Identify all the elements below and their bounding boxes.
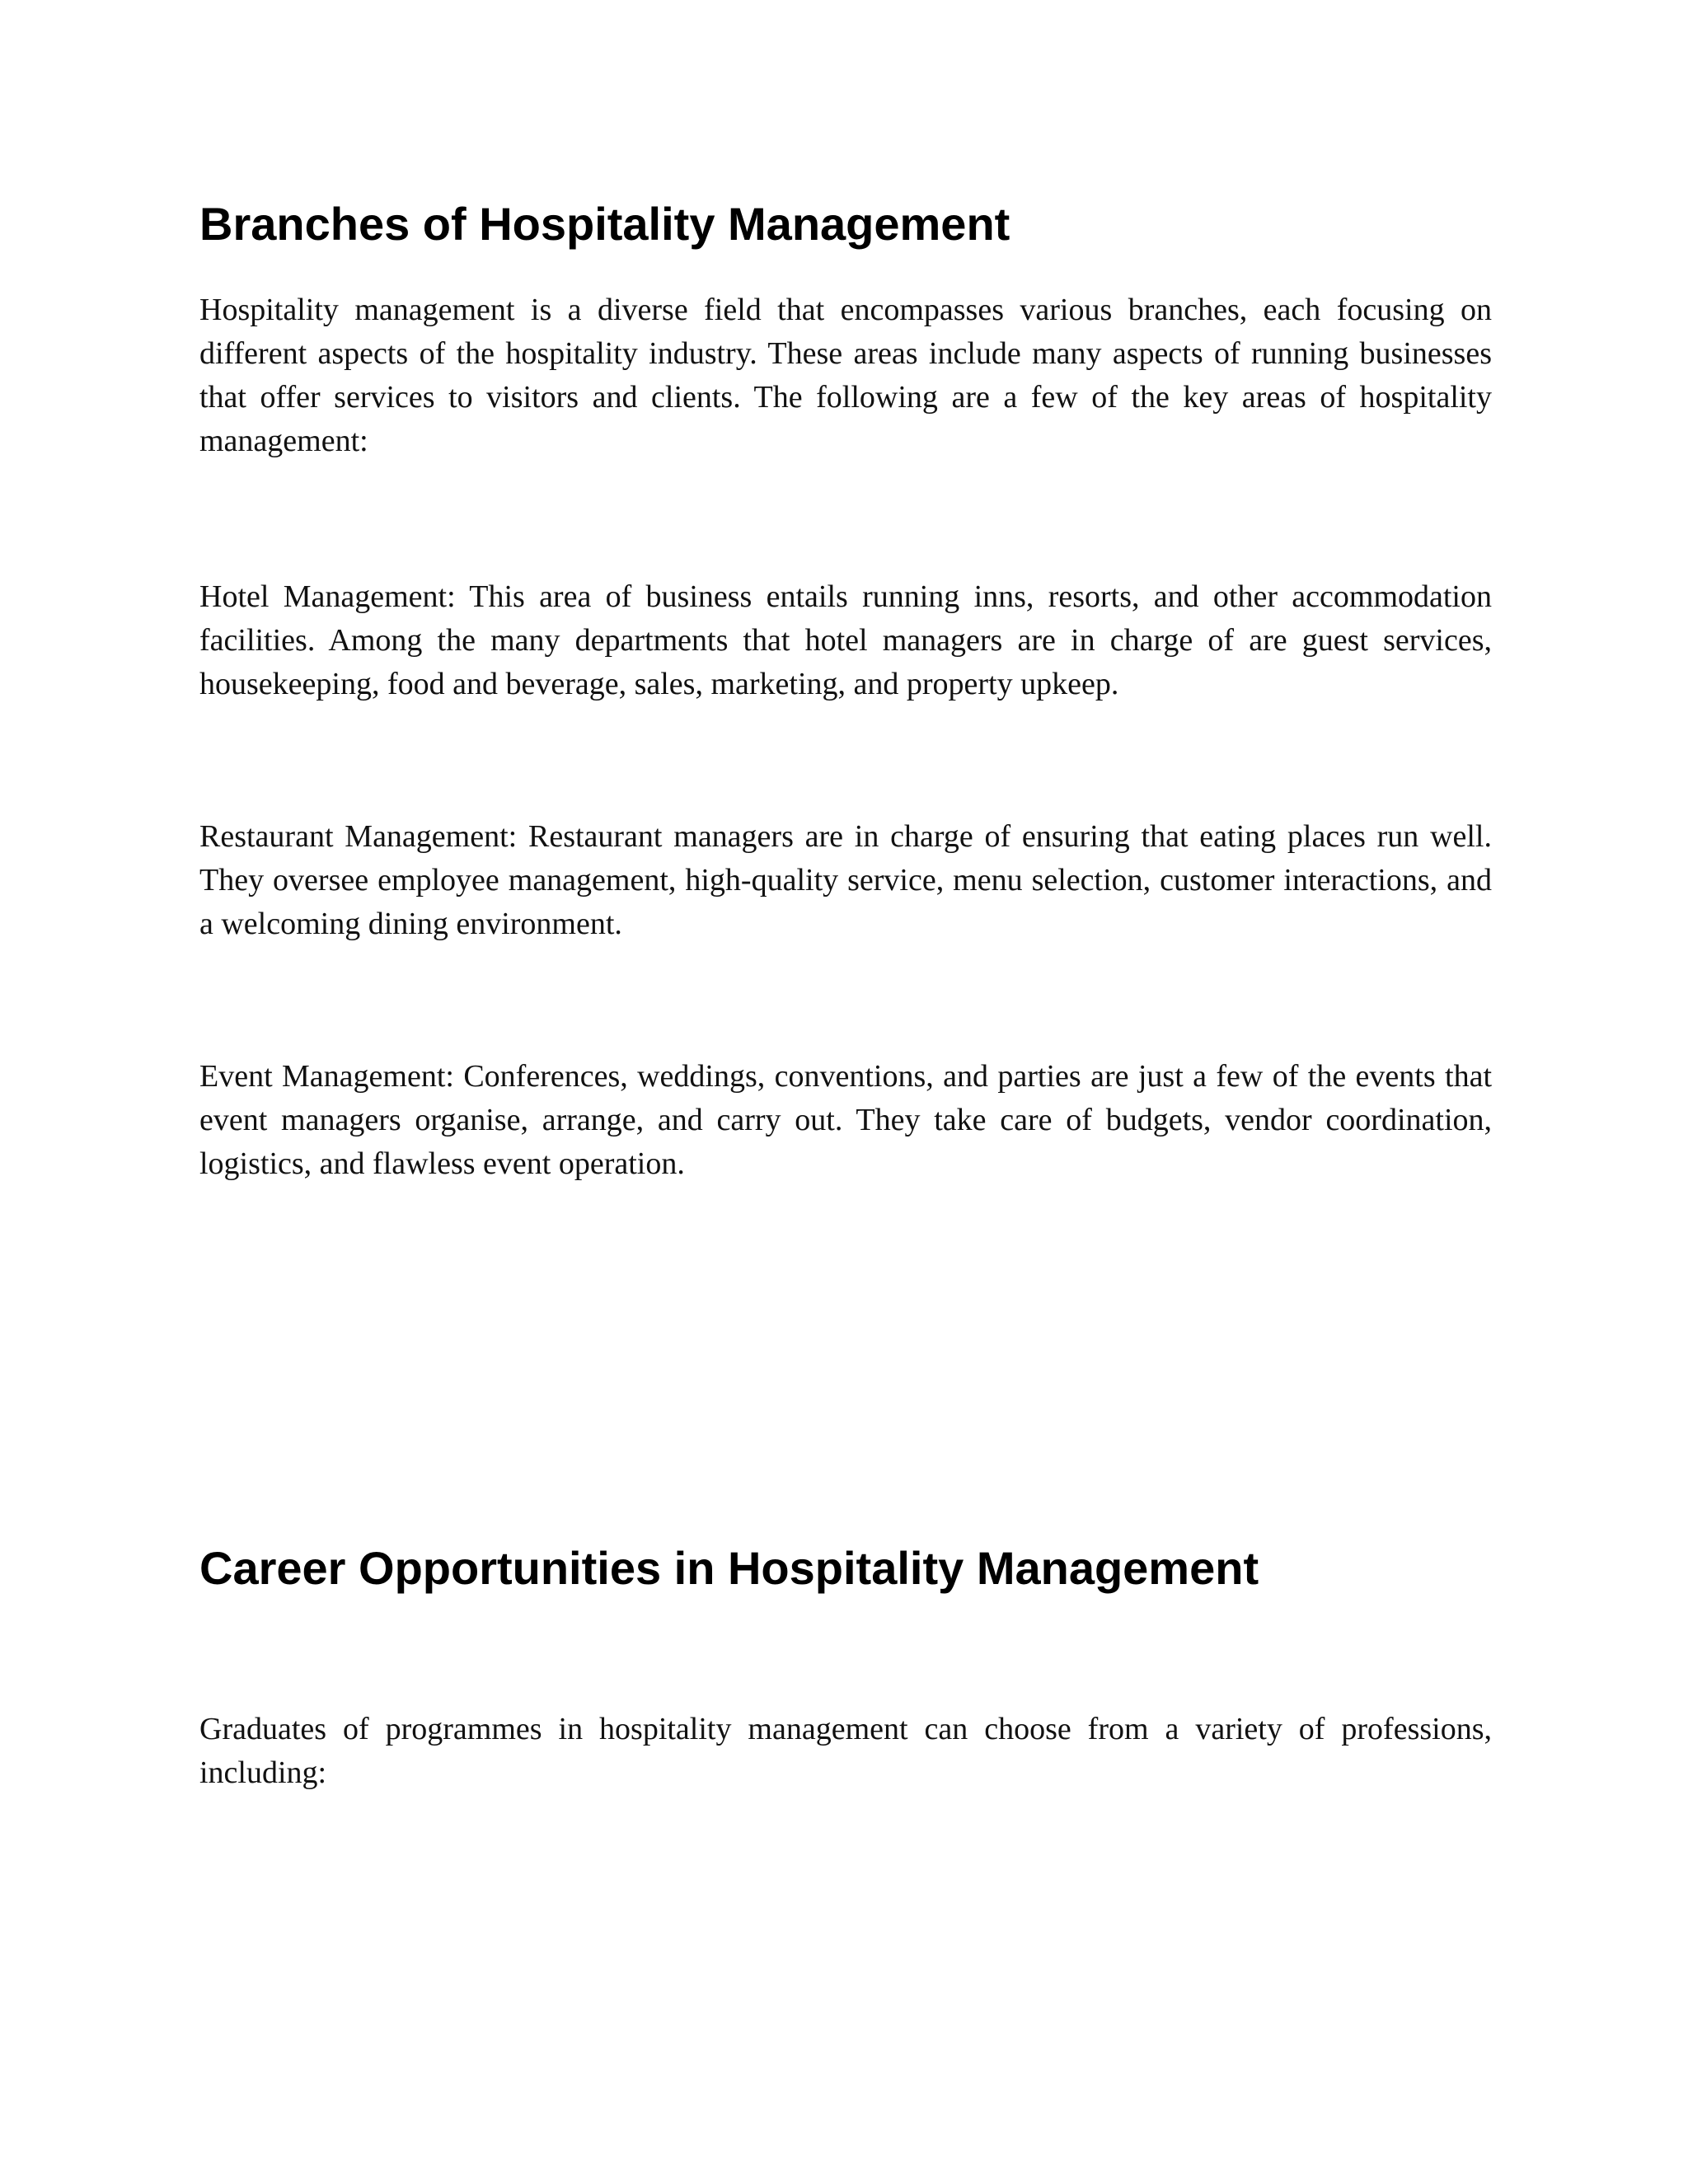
paragraph-careers-intro: Graduates of programmes in hospitality management can choose from a variety of professions, including: xyxy=(199,1712,1492,1790)
section-heading-careers: Career Opportunities in Hospitality Management xyxy=(199,1542,1259,1594)
paragraph-branches-intro: Hospitality management is a diverse field that encompasses various branches, each focusing on different aspects of the hospitality industry. These areas include many aspects of running businesses that offer services to visitors and clients. The following are a few of the key areas of hospitality management: xyxy=(199,293,1492,458)
paragraph-hotel-management: Hotel Management: This area of business entails running inns, resorts, and other accommodation facilities. Among the many departments that hotel managers are in charge of are guest services, housekeeping, food and beverage, sales, marketing, and property upkeep. xyxy=(199,579,1492,701)
paragraph-restaurant-management: Restaurant Management: Restaurant managers are in charge of ensuring that eating places run well. They oversee employee management, high-quality service, menu selection, customer interactions, and a welcoming dining environment. xyxy=(199,819,1492,941)
section-heading-branches: Branches of Hospitality Management xyxy=(199,198,1010,250)
paragraph-event-management: Event Management: Conferences, weddings, conventions, and parties are just a few of the events that event managers organise, arrange, and carry out. They take care of budgets, vendor coordination, logistics, and flawless event operation. xyxy=(199,1059,1492,1181)
